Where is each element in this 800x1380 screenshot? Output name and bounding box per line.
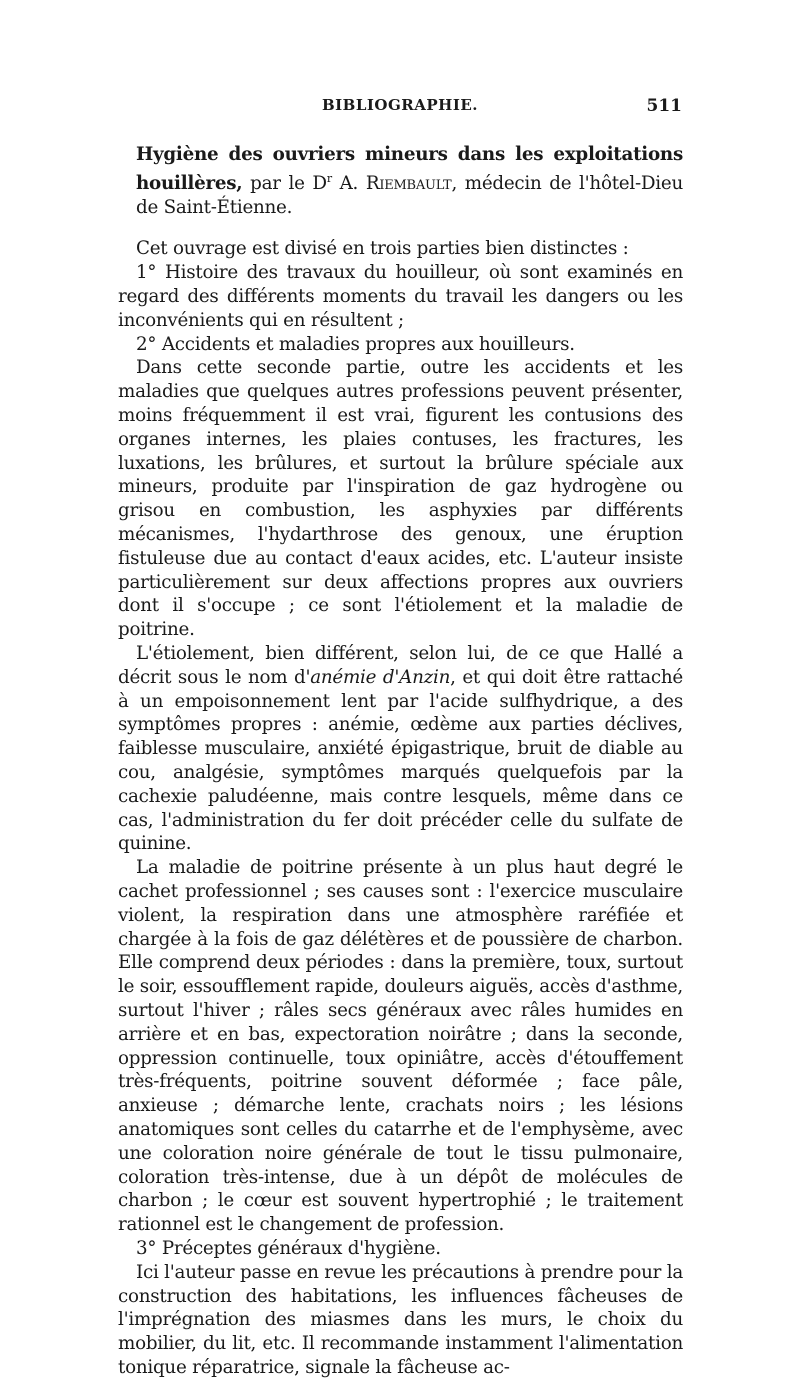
- entry-title: Hygiène des ouvriers mineurs dans les exploitations houillères,: [136, 144, 683, 194]
- author-affiliation: , médecin de l'hôtel-Dieu de Saint-Étienne.: [136, 172, 683, 218]
- paragraph-section-3: 3° Préceptes généraux d'hygiène.: [136, 1237, 441, 1259]
- author-name: Riembault: [365, 172, 452, 194]
- term-anemie-anzin: anémie d'Anzin: [310, 666, 451, 688]
- author-initial: A.: [339, 172, 359, 194]
- paragraph-section-1: 1° Histoire des travaux du houilleur, où sont examinés en regard des différents moments du travail les dangers ou les inconvénients qui en résultent ;: [118, 262, 683, 331]
- paragraph-etiolement: [118, 642, 683, 856]
- paragraph-intro: Cet ouvrage est divisé en trois parties bien distinctes :: [136, 238, 629, 260]
- paragraph-hygiene: Ici l'auteur passe en revue les précautions à prendre pour la construction des habitations, les influences fâcheuses de l'imprégnation des miasmes dans les murs, le choix du mobilier, du lit, etc. Il recommande instamment l'alimentation tonique réparatrice, signale la fâcheuse ac-: [118, 1261, 683, 1378]
- page-header: [118, 96, 682, 126]
- entry-dr-sup: r: [326, 171, 332, 185]
- running-title: BIBLIOGRAPHIE.: [321, 96, 479, 114]
- entry-by: par le D: [250, 172, 327, 194]
- page-number: 511: [646, 96, 682, 116]
- paragraph-etiolement-a: L'étiolement, bien différent, selon lui, de ce que Hallé a décrit sous le nom d': [118, 643, 683, 688]
- paragraph-accidents: Dans cette seconde partie, outre les accidents et les maladies que quelques autres professions peuvent présenter, moins fréquemment il est vrai, figurent les contusions des organes internes, les plaies contuses, les fractures, les luxations, les brûlures, et surtout la brûlure spéciale aux mineurs, produite par l'inspiration de gaz hydrogène ou grisou en combustion, les asphyxies par différents mécanismes, l'hydarthrose des genoux, une éruption fistuleuse due au contact d'eaux acides, etc. L'auteur insiste particulièrement sur deux affections propres aux ouvriers dont il s'occupe ; ce sont l'étiolement et la maladie de poitrine.: [118, 357, 683, 641]
- bibliography-entry-heading: [118, 143, 683, 219]
- paragraph-maladie-poitrine: La maladie de poitrine présente à un plus haut degré le cachet professionnel ; ses causes sont : l'exercice musculaire violent, la respiration dans une atmosphère raréfiée et chargée à la fois de gaz délétères et de poussière de charbon. Elle comprend deux périodes : dans la première, toux, surtout le soir, essoufflement rapide, douleurs aiguës, accès d'asthme, surtout l'hiver ; râles secs généraux avec râles humides en arrière et en bas, expectoration noirâtre ; dans la seconde, oppression continuelle, toux opiniâtre, accès d'étouffement très-fréquents, poitrine souvent déformée ; face pâle, anxieuse ; démarche lente, crachats noirs ; les lésions anatomiques sont celles du catarrhe et de l'emphysème, avec une coloration noire générale de tout le tissu pulmonaire, coloration très-intense, due à un dépôt de molécules de charbon ; le cœur est souvent hypertrophié ; le traitement rationnel est le changement de profession.: [118, 857, 683, 1236]
- paragraph-etiolement-b: , et qui doit être rattaché à un empoisonnement lent par l'acide sulfhydrique, a des symptômes propres : anémie, œdème aux parties déclives, faiblesse musculaire, anxiété épigastrique, bruit de diable au cou, analgésie, symptômes marqués quelquefois par la cachexie paludéenne, mais contre lesquels, même dans ce cas, l'administration du fer doit précéder celle du sulfate de quinine.: [118, 666, 683, 855]
- paragraph-section-2: 2° Accidents et maladies propres aux houilleurs.: [136, 333, 575, 355]
- page-body: [118, 143, 683, 1380]
